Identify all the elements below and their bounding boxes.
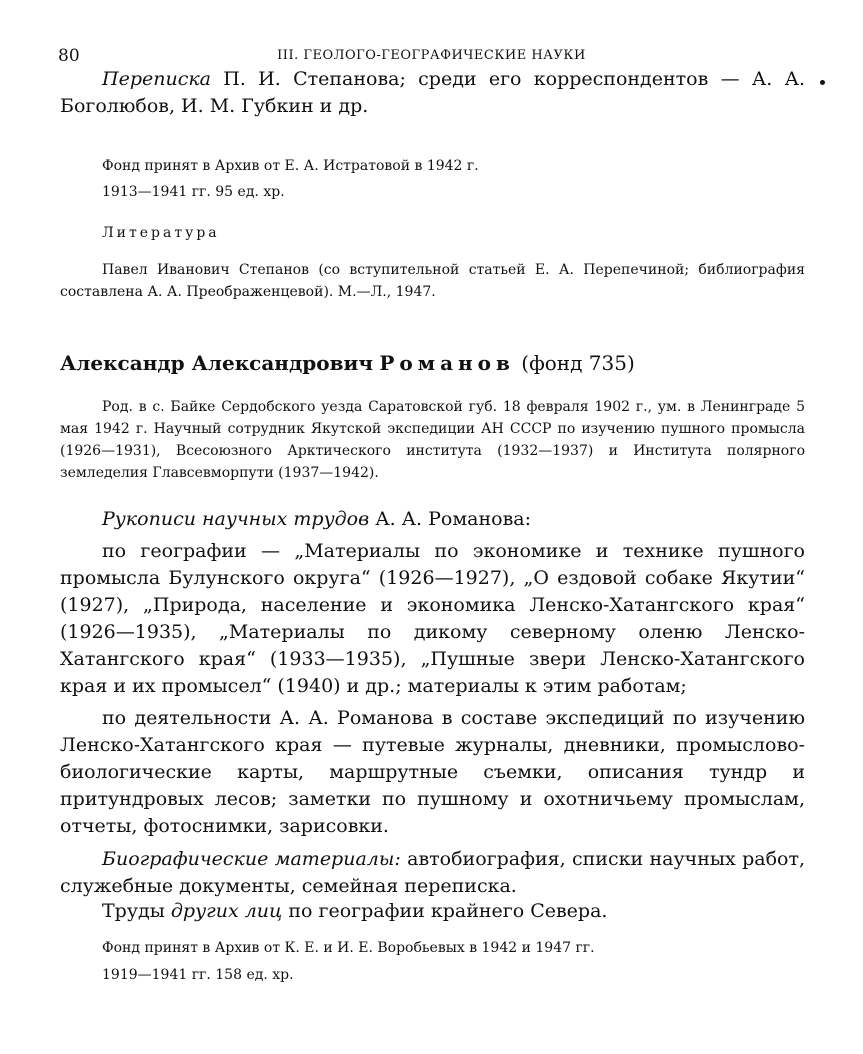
ink-dot	[820, 80, 825, 85]
biographical-materials	[60, 846, 805, 900]
geography-works: по географии — „Материалы по экономике и технике пушного промысла Булунского округа“ (1926—1927), „О ездовой собаке Якутии“ (1927), „Природа, население и экономика Ленско-Хатангского края“ (1926—1935), „Материалы по дикому северному оленю Ленско-Хатангского края“ (1933—1935), „Пушные звери Ленско-Хатангского края и их промысел“ (1940) и др.; материалы к этим работам;	[60, 540, 805, 697]
fond-note: Фонд принят в Архив от Е. А. Истратовой в 1942 г.	[102, 158, 479, 174]
others-works	[60, 898, 805, 925]
correspondence-text: П. И. Степанова; среди его корреспондентов — А. А. Боголюбов, И. М. Губкин и др.	[60, 68, 805, 117]
literature-heading	[60, 222, 847, 244]
running-title: III. ГЕОЛОГО-ГЕОГРАФИЧЕСКИЕ НАУКИ	[277, 48, 586, 63]
heading-name: Александр Александрович	[60, 351, 373, 375]
bio-materials-rest: автобиография, списки научных работ, служебные документы, семейная переписка.	[60, 848, 805, 897]
dates-units-romanov: 1919—1941 гг. 158 ед. хр.	[102, 967, 294, 983]
correspondence-paragraph	[60, 66, 805, 120]
others-rest: по географии крайнего Севера.	[288, 900, 608, 922]
fond-note-romanov: Фонд принят в Архив от К. Е. и И. Е. Воробьевых в 1942 и 1947 гг.	[102, 940, 595, 956]
manuscripts-heading	[60, 506, 805, 533]
bio-materials-label: Биографические материалы:	[102, 848, 401, 870]
page-number: 80	[58, 46, 80, 66]
expedition-materials: по деятельности А. А. Романова в составе экспедиций по изучению Ленско-Хатангского края — путевые журналы, дневники, промыслово-биологические карты, маршрутные съемки, описания тундр и притундровых лесов; заметки по пушному и охотничьему промыслам, отчеты, фотоснимки, зарисовки.	[60, 707, 805, 837]
biography: Род. в с. Байке Сердобского уезда Саратовской губ. 18 февраля 1902 г., ум. в Ленинграде 5 мая 1942 г. Научный сотрудник Якутской экспедиции АН СССР по изучению пушного промысла (1926—1931), Всесоюзного Арктического института (1932—1937) и Института полярного земледелия Главсевморпути (1937—1942).	[60, 399, 805, 481]
others-label: других лиц	[170, 900, 283, 922]
literature-heading-text: Литература	[102, 225, 220, 241]
manuscripts-rest: А. А. Романова:	[375, 508, 531, 530]
literature-entry: Павел Иванович Степанов (со вступительной статьей Е. А. Перепечиной; библиография составлена А. А. Преображенцевой). М.—Л., 1947.	[60, 262, 805, 300]
section-heading	[60, 349, 805, 377]
others-pre: Труды	[102, 900, 165, 922]
heading-surname: Романов	[379, 351, 515, 375]
heading-fond: (фонд 735)	[521, 351, 635, 375]
correspondence-label: Переписка	[102, 68, 212, 90]
dates-units: 1913—1941 гг. 95 ед. хр.	[102, 184, 285, 200]
manuscripts-label: Рукописи научных трудов	[102, 508, 370, 530]
